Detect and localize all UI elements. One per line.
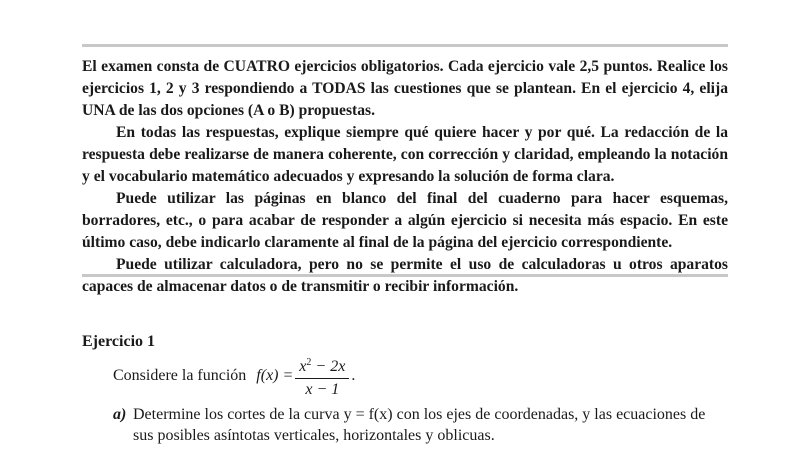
exercise-title: Ejercicio 1 [82,333,156,350]
instruction-paragraph-4: Puede utilizar calculadora, pero no se permite el uso de calculadoras u otros aparatos capaces de almacenar datos o de transmitir o recibir información. [82,256,728,295]
fraction-denominator: x − 1 [305,380,340,398]
item-a-text: Determine los cortes de la curva y = f(x) con los ejes de coordenadas, y las ecuaciones de sus posibles asíntotas verticales, horizontales y oblicuas. [133,406,706,444]
item-a-label: a) [113,406,127,423]
item-a [113,404,728,446]
function-statement [113,352,355,400]
instruction-paragraph-1: El examen consta de CUATRO ejercicios obligatorios. Cada ejercicio vale 2,5 puntos. Realice los ejercicios 1, 2 y 3 respondiendo a TODAS las cuestiones que se plantean. En el ejercicio 4, elija UNA de las dos opciones (A o B) propuestas. [82,58,728,119]
fraction-numerator [295,353,349,379]
function-fraction [295,353,349,400]
numerator-x: x [299,357,307,375]
function-lhs: f(x) = [256,367,294,384]
bottom-rule [82,274,728,277]
function-formula [256,353,355,400]
top-rule [82,44,728,47]
function-intro: Considere la función [113,367,247,384]
instruction-paragraph-2: En todas las respuestas, explique siempre qué quiere hacer y por qué. La redacción de la respuesta debe realizarse de manera coherente, con corrección y claridad, empleando la notación y el vocabulario matemático adecuados y expresando la solución de forma clara. [82,124,728,185]
numerator-rest: − 2x [311,357,346,375]
formula-end-punct: . [351,367,356,384]
instruction-paragraph-3: Puede utilizar las páginas en blanco del final del cuaderno para hacer esquemas, borradores, etc., o para acabar de responder a algún ejercicio si necesita más espacio. En este último caso, debe indicarlo claramente al final de la página del ejercicio correspondiente. [82,190,728,251]
exam-instructions [82,56,728,298]
numerator-exponent: 2 [306,356,312,368]
